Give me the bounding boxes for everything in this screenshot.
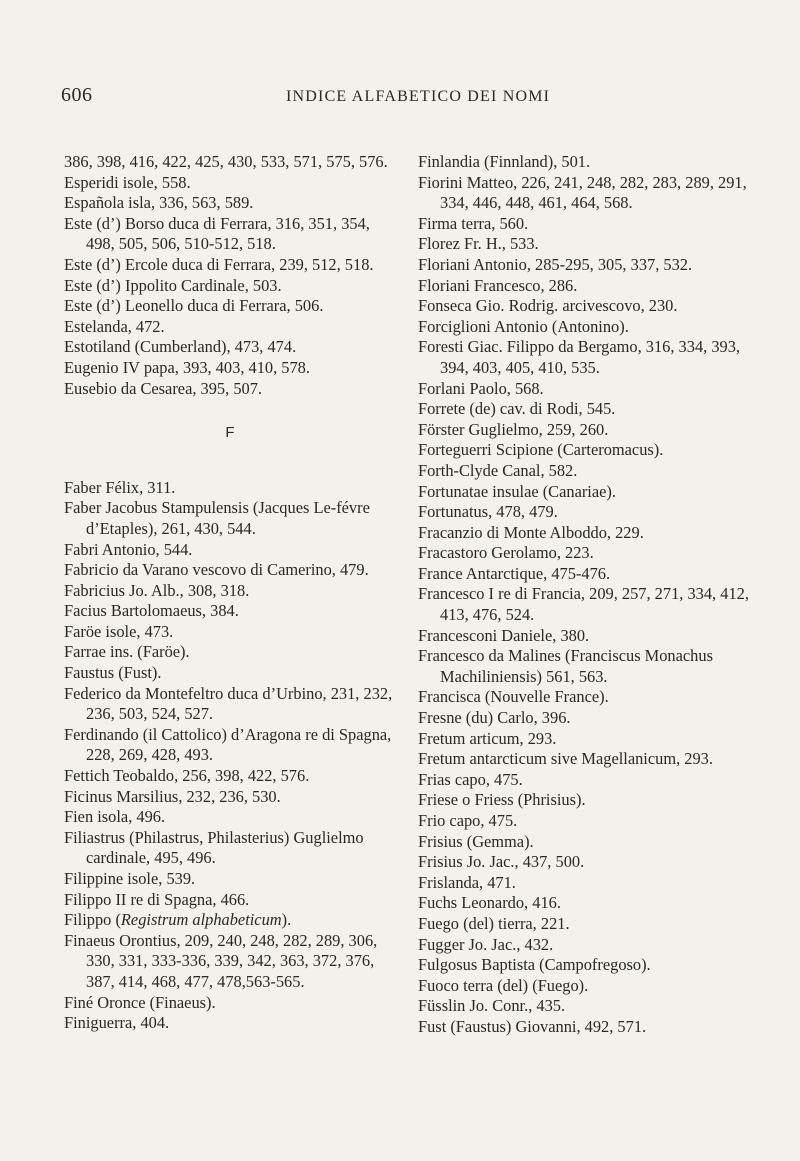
index-entry: Frisius (Gemma). xyxy=(418,831,534,851)
index-entry: Estotiland (Cumberland), 473, 474. xyxy=(64,337,297,357)
index-entry: France Antarctique, 475-476. xyxy=(418,563,611,583)
index-entry: Firma terra, 560. xyxy=(418,213,529,233)
index-entry: Finaeus Orontius, 209, 240, 248, 282, 289, 306, 330, 331, 333-336, 339, 342, 363, 372, 376, 387, 414, 468, 477, 478,563-565. xyxy=(64,930,378,991)
index-entry: Faröe isole, 473. xyxy=(64,621,174,641)
index-entry: Frislanda, 471. xyxy=(418,872,516,892)
page-number: 606 xyxy=(61,84,93,106)
index-entry: Este (d’) Ippolito Cardinale, 503. xyxy=(64,275,282,295)
index-entry: Fabri Antonio, 544. xyxy=(64,539,193,559)
index-entry: Ficinus Marsilius, 232, 236, 530. xyxy=(64,786,281,806)
index-entry: Floriani Antonio, 285-295, 305, 337, 532. xyxy=(418,254,693,274)
index-entry: Fien isola, 496. xyxy=(64,807,166,827)
index-entry: Esperidi isole, 558. xyxy=(64,172,191,192)
index-entry: Filiastrus (Philastrus, Philasterius) Guglielmo cardinale, 495, 496. xyxy=(64,827,364,868)
entry-text: Filippo ( xyxy=(64,910,121,930)
index-entry: Frias capo, 475. xyxy=(418,769,523,789)
index-entry: Francesco da Malines (Franciscus Monachus Machiliniensis) 561, 563. xyxy=(418,646,713,686)
index-entry: Fuoco terra (del) (Fuego). xyxy=(418,975,589,995)
index-entry: Fuego (del) tierra, 221. xyxy=(418,913,570,933)
index-entry: Fracastoro Gerolamo, 223. xyxy=(418,543,594,563)
index-entry: Filippo II re di Spagna, 466. xyxy=(64,889,250,909)
index-entry: Förster Guglielmo, 259, 260. xyxy=(418,419,609,439)
index-entry: Eugenio IV papa, 393, 403, 410, 578. xyxy=(64,357,310,377)
index-entry: Fortunatus, 478, 479. xyxy=(418,502,558,522)
index-entry: Fonseca Gio. Rodrig. arcivescovo, 230. xyxy=(418,296,678,316)
index-entry: Fracanzio di Monte Alboddo, 229. xyxy=(418,522,644,542)
index-entry: Finé Oronce (Finaeus). xyxy=(64,992,216,1012)
index-entry: Finlandia (Finnland), 501. xyxy=(418,152,591,171)
index-entry: Fretum articum, 293. xyxy=(418,728,557,748)
index-entry: Francesco I re di Francia, 209, 257, 271, 334, 412, 413, 476, 524. xyxy=(418,584,749,625)
index-entry: Frio capo, 475. xyxy=(418,811,518,830)
index-entry: Forteguerri Scipione (Carteromacus). xyxy=(418,440,664,460)
index-entry: Fabricius Jo. Alb., 308, 318. xyxy=(64,580,250,600)
index-entry: Fugger Jo. Jac., 432. xyxy=(418,934,554,954)
index-entry: Forth-Clyde Canal, 582. xyxy=(418,460,578,480)
index-entry: Estelanda, 472. xyxy=(64,316,165,336)
index-entry: Füsslin Jo. Conr., 435. xyxy=(418,996,566,1016)
index-entry: Este (d’) Ercole duca di Ferrara, 239, 512, 518. xyxy=(64,254,374,274)
index-entry: Faustus (Fust). xyxy=(64,663,162,683)
index-entry: Fretum antarcticum sive Magellanicum, 293. xyxy=(418,749,713,769)
index-entry: Filippine isole, 539. xyxy=(64,869,196,888)
index-entry: Friese o Friess (Phrisius). xyxy=(418,790,586,810)
index-entry: 386, 398, 416, 422, 425, 430, 533, 571, 575, 576. xyxy=(64,152,388,171)
index-entry: Fettich Teobaldo, 256, 398, 422, 576. xyxy=(64,766,310,786)
index-entry: Fuchs Leonardo, 416. xyxy=(418,893,561,913)
index-column-right xyxy=(418,152,758,1038)
index-entry: Eusebio da Cesarea, 395, 507. xyxy=(64,378,263,398)
entry-italic-title: Registrum alphabeticum xyxy=(120,910,282,930)
index-entry: Francesconi Daniele, 380. xyxy=(418,625,590,645)
index-entry: Facius Bartolomaeus, 384. xyxy=(64,601,239,621)
index-entry: Española isla, 336, 563, 589. xyxy=(64,193,254,213)
section-letter: F xyxy=(225,424,235,442)
index-entry xyxy=(64,910,396,931)
index-entry: Fust (Faustus) Giovanni, 492, 571. xyxy=(418,1016,647,1036)
index-column-left xyxy=(64,152,396,1034)
index-entry: Forciglioni Antonio (Antonino). xyxy=(418,316,629,336)
index-entry: Fiorini Matteo, 226, 241, 248, 282, 283, 289, 291, 334, 446, 448, 461, 464, 568. xyxy=(418,172,747,213)
index-entry: Fabricio da Varano vescovo di Camerino, 479. xyxy=(64,560,369,580)
running-head: INDICE ALFABETICO DEI NOMI xyxy=(286,88,551,105)
index-entry: Federico da Montefeltro duca d’Urbino, 231, 232, 236, 503, 524, 527. xyxy=(64,683,393,724)
index-entry: Farrae ins. (Faröe). xyxy=(64,642,190,662)
index-entry: Faber Félix, 311. xyxy=(64,477,176,497)
index-entry: Faber Jacobus Stampulensis (Jacques Le-févre d’Etaples), 261, 430, 544. xyxy=(64,498,370,538)
index-entry: Florez Fr. H., 533. xyxy=(418,234,539,254)
index-entry: Finiguerra, 404. xyxy=(64,1013,170,1033)
index-entry: Frisius Jo. Jac., 437, 500. xyxy=(418,852,585,872)
index-entry: Floriani Francesco, 286. xyxy=(418,275,578,295)
index-entry: Este (d’) Leonello duca di Ferrara, 506. xyxy=(64,296,324,316)
index-entry: Ferdinando (il Cattolico) d’Aragona re di Spagna, 228, 269, 428, 493. xyxy=(64,724,392,765)
index-entry: Fresne (du) Carlo, 396. xyxy=(418,708,571,728)
index-entry: Fulgosus Baptista (Campofregoso). xyxy=(418,955,651,975)
index-entry: Forlani Paolo, 568. xyxy=(418,378,544,398)
index-entry: Fortunatae insulae (Canariae). xyxy=(418,481,616,501)
index-entry: Este (d’) Borso duca di Ferrara, 316, 351, 354, 498, 505, 506, 510-512, 518. xyxy=(64,213,370,254)
index-entry: Forrete (de) cav. di Rodi, 545. xyxy=(418,399,616,419)
entry-text: ). xyxy=(281,910,292,930)
index-entry: Francisca (Nouvelle France). xyxy=(418,687,609,707)
index-entry: Foresti Giac. Filippo da Bergamo, 316, 334, 393, 394, 403, 405, 410, 535. xyxy=(418,337,741,377)
